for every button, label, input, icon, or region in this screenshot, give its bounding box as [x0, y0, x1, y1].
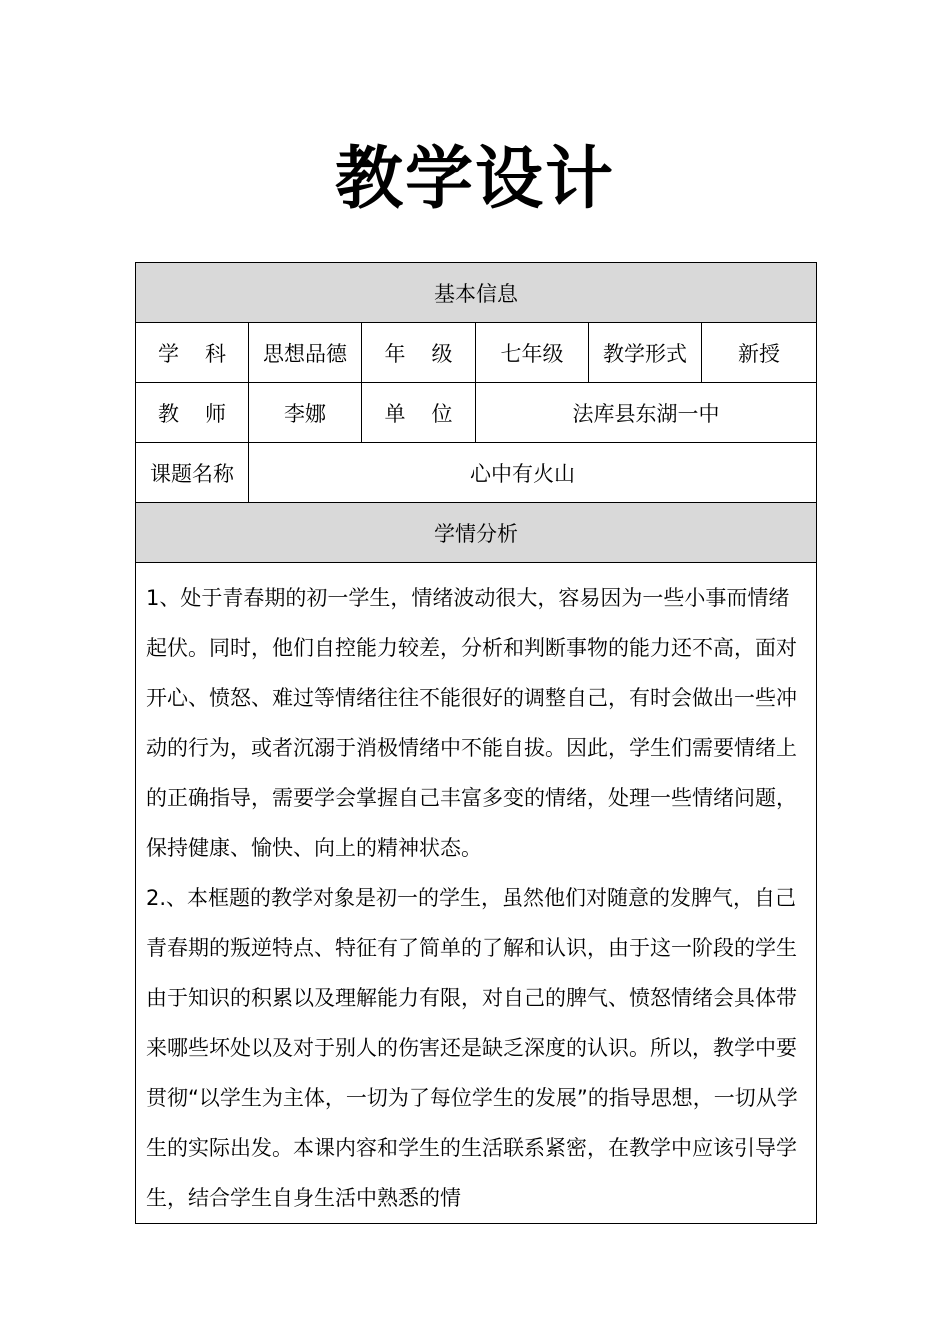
unit-value: 法库县东湖一中: [476, 383, 817, 443]
topic-label: 课题名称: [136, 443, 249, 503]
document-title: 教学设计: [334, 140, 615, 219]
subject-value: 思想品德: [249, 323, 362, 383]
analysis-body-row: [136, 563, 817, 1224]
basic-info-header: 基本信息: [136, 263, 817, 323]
teacher-label: 教 师: [136, 383, 249, 443]
grade-value: 七年级: [476, 323, 589, 383]
analysis-paragraph-2: 2.、本框题的教学对象是初一的学生，虽然他们对随意的发脾气，自己青春期的叛逆特点、特征有了简单的了解和认识，由于这一阶段的学生由于知识的积累以及理解能力有限，对自己的脾气、愤怒情绪会具体带来哪些坏处以及对于别人的伤害还是缺乏深度的认识。所以，教学中要贯彻“以学生为主体，一切为了每位学生的发展”的指导思想，一切从学生的实际出发。本课内容和学生的生活联系紧密，在教学中应该引导学生，结合学生自身生活中熟悉的情: [146, 886, 798, 1210]
topic-value: 心中有火山: [249, 443, 817, 503]
subject-row: [136, 323, 817, 383]
teacher-row: [136, 383, 817, 443]
grade-label: 年 级: [362, 323, 476, 383]
analysis-header-row: [136, 503, 817, 563]
subject-label: 学 科: [136, 323, 249, 383]
form-value: 新授: [702, 323, 817, 383]
basic-info-header-row: [136, 263, 817, 323]
teaching-design-table: [135, 262, 817, 1224]
topic-row: [136, 443, 817, 503]
teacher-value: 李娜: [249, 383, 362, 443]
unit-label: 单 位: [362, 383, 476, 443]
analysis-body: [136, 563, 817, 1224]
analysis-paragraph-1: 1、处于青春期的初一学生，情绪波动很大，容易因为一些小事而情绪起伏。同时，他们自控能力较差，分析和判断事物的能力还不高，面对开心、愤怒、难过等情绪往往不能很好的调整自己，有时会做出一些冲动的行为，或者沉溺于消极情绪中不能自拔。因此，学生们需要情绪上的正确指导，需要学会掌握自己丰富多变的情绪，处理一些情绪问题，保持健康、愉快、向上的精神状态。: [146, 586, 797, 860]
analysis-header: 学情分析: [136, 503, 817, 563]
form-label: 教学形式: [589, 323, 702, 383]
